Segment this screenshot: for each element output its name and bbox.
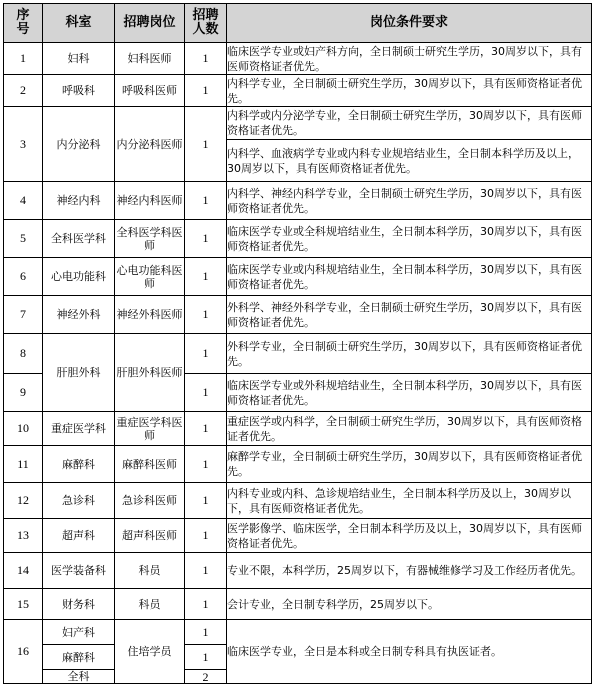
cell-post: 神经内科医师: [115, 182, 185, 220]
cell-dept: 麻醉科: [43, 446, 115, 483]
cell-requirements: 内科学、血液病学专业或内科专业规培结业生，全日制本科学历及以上，30周岁以下，具有医师资格证者优先。: [227, 140, 592, 182]
cell-requirements: 内科学专业，全日制硕士研究生学历，30周岁以下，具有医师资格证者优先。: [227, 75, 592, 107]
cell-seq: 10: [4, 412, 43, 446]
cell-count: 1: [185, 374, 227, 412]
cell-count: 1: [185, 645, 227, 670]
cell-seq: 7: [4, 296, 43, 334]
cell-count: 1: [185, 412, 227, 446]
table-row: [4, 553, 592, 589]
table-row: [4, 334, 592, 374]
table-row: [4, 519, 592, 553]
cell-dept: 妇产科: [43, 620, 115, 645]
table-row: [4, 483, 592, 519]
cell-count: 1: [185, 620, 227, 645]
cell-seq: 2: [4, 75, 43, 107]
cell-seq: 13: [4, 519, 43, 553]
recruitment-table: [3, 3, 592, 684]
cell-post: 肝胆外科医师: [115, 334, 185, 412]
cell-dept: 内分泌科: [43, 107, 115, 182]
cell-count: 1: [185, 258, 227, 296]
cell-dept: 肝胆外科: [43, 334, 115, 412]
cell-requirements: 麻醉学专业，全日制硕士研究生学历，30周岁以下，具有医师资格证者优先。: [227, 446, 592, 483]
cell-count: 1: [185, 43, 227, 75]
cell-seq: 11: [4, 446, 43, 483]
cell-dept: 神经内科: [43, 182, 115, 220]
cell-post: 心电功能科医师: [115, 258, 185, 296]
cell-count: 1: [185, 589, 227, 620]
cell-count: 2: [185, 670, 227, 684]
cell-post: 全科医学科医师: [115, 220, 185, 258]
header-post: 招聘岗位: [115, 4, 185, 43]
cell-dept: 超声科: [43, 519, 115, 553]
cell-post: 住培学员: [115, 620, 185, 684]
cell-count: 1: [185, 519, 227, 553]
cell-requirements: 会计专业，全日制专科学历，25周岁以下。: [227, 589, 592, 620]
cell-count: 1: [185, 220, 227, 258]
cell-requirements: 临床医学专业或全科规培结业生，全日制本科学历，30周岁以下，具有医师资格证者优先。: [227, 220, 592, 258]
cell-requirements: 内科学或内分泌学专业，全日制硕士研究生学历，30周岁以下，具有医师资格证者优先。: [227, 107, 592, 140]
cell-post: 超声科医师: [115, 519, 185, 553]
cell-seq: 8: [4, 334, 43, 374]
table-row: [4, 220, 592, 258]
table-row: [4, 412, 592, 446]
cell-seq: 12: [4, 483, 43, 519]
table-row: [4, 258, 592, 296]
cell-post: 妇科医师: [115, 43, 185, 75]
cell-post: 呼吸科医师: [115, 75, 185, 107]
cell-dept: 全科: [43, 670, 115, 684]
cell-dept: 神经外科: [43, 296, 115, 334]
table-row: [4, 75, 592, 107]
cell-dept: 呼吸科: [43, 75, 115, 107]
cell-dept: 心电功能科: [43, 258, 115, 296]
cell-count: 1: [185, 334, 227, 374]
header-dept: 科室: [43, 4, 115, 43]
cell-dept: 重症医学科: [43, 412, 115, 446]
cell-post: 急诊科医师: [115, 483, 185, 519]
cell-requirements: 外科学专业，全日制硕士研究生学历，30周岁以下，具有医师资格证者优先。: [227, 334, 592, 374]
cell-seq: 16: [4, 620, 43, 684]
cell-dept: 全科医学科: [43, 220, 115, 258]
cell-count: 1: [185, 296, 227, 334]
table-row: [4, 107, 592, 140]
cell-seq: 5: [4, 220, 43, 258]
cell-post: 科员: [115, 589, 185, 620]
cell-seq: 4: [4, 182, 43, 220]
cell-post: 重症医学科医师: [115, 412, 185, 446]
cell-seq: 6: [4, 258, 43, 296]
cell-dept: 财务科: [43, 589, 115, 620]
cell-count: 1: [185, 553, 227, 589]
cell-count: 1: [185, 107, 227, 182]
cell-dept: 医学装备科: [43, 553, 115, 589]
cell-requirements: 临床医学专业或内科规培结业生，全日制本科学历，30周岁以下，具有医师资格证者优先。: [227, 258, 592, 296]
header-seq: 序号: [4, 4, 43, 43]
cell-post: 麻醉科医师: [115, 446, 185, 483]
cell-count: 1: [185, 446, 227, 483]
cell-seq: 15: [4, 589, 43, 620]
table-row: [4, 296, 592, 334]
cell-requirements: 外科学、神经外科学专业，全日制硕士研究生学历，30周岁以下，具有医师资格证者优先。: [227, 296, 592, 334]
cell-post: 科员: [115, 553, 185, 589]
cell-dept: 妇科: [43, 43, 115, 75]
cell-count: 1: [185, 182, 227, 220]
table-row: [4, 182, 592, 220]
cell-count: 1: [185, 75, 227, 107]
cell-requirements: 临床医学专业或外科规培结业生，全日制本科学历，30周岁以下，具有医师资格证者优先。: [227, 374, 592, 412]
cell-seq: 3: [4, 107, 43, 182]
cell-dept: 麻醉科: [43, 645, 115, 670]
cell-requirements: 临床医学专业，全日是本科或全日制专科具有执医证者。: [227, 620, 592, 684]
cell-count: 1: [185, 483, 227, 519]
table-row: [4, 589, 592, 620]
cell-requirements: 医学影像学、临床医学，全日制本科学历及以上，30周岁以下，具有医师资格证者优先。: [227, 519, 592, 553]
cell-requirements: 临床医学专业或妇产科方向，全日制硕士研究生学历，30周岁以下，具有医师资格证者优先。: [227, 43, 592, 75]
cell-seq: 9: [4, 374, 43, 412]
cell-seq: 1: [4, 43, 43, 75]
cell-post: 神经外科医师: [115, 296, 185, 334]
cell-requirements: 内科学、神经内科学专业，全日制硕士研究生学历，30周岁以下，具有医师资格证者优先。: [227, 182, 592, 220]
table-row: [4, 446, 592, 483]
cell-seq: 14: [4, 553, 43, 589]
header-requirements: 岗位条件要求: [227, 4, 592, 43]
table-header-row: [4, 4, 592, 43]
header-count: 招聘人数: [185, 4, 227, 43]
cell-requirements: 内科专业或内科、急诊规培结业生，全日制本科学历及以上，30周岁以下，具有医师资格证者优先。: [227, 483, 592, 519]
cell-post: 内分泌科医师: [115, 107, 185, 182]
cell-dept: 急诊科: [43, 483, 115, 519]
table-row: [4, 620, 592, 645]
cell-requirements: 重症医学或内科学，全日制硕士研究生学历，30周岁以下，具有医师资格证者优先。: [227, 412, 592, 446]
cell-requirements: 专业不限，本科学历，25周岁以下，有器械维修学习及工作经历者优先。: [227, 553, 592, 589]
table-row: [4, 43, 592, 75]
